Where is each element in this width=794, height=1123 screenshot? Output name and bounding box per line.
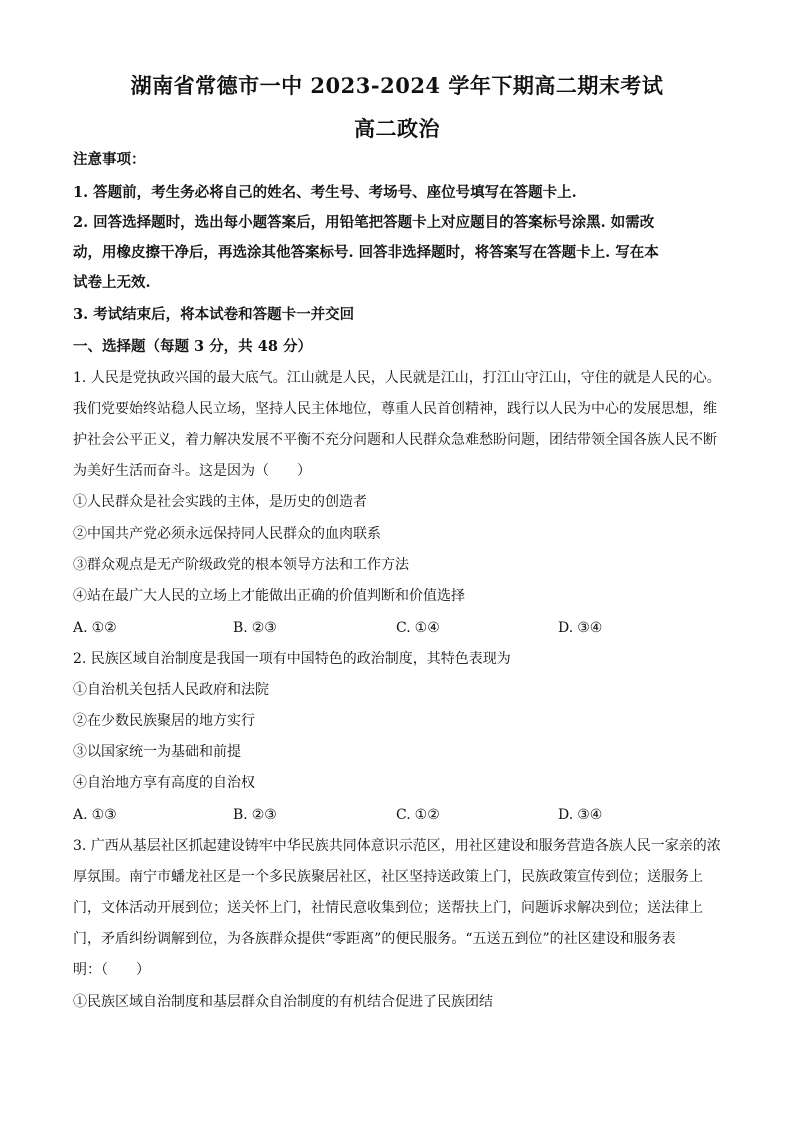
question-stem-line: 厚氛围。南宁市蟠龙社区是一个多民族聚居社区，社区坚持送政策上门，民族政策宣传到位；送服务上 xyxy=(73,869,703,885)
question-stem-line: 门，文体活动开展到位；送关怀上门，社情民意收集到位；送帮扶上门，问题诉求解决到位；送法律上 xyxy=(73,900,703,916)
notice-item: 2. 回答选择题时，选出每小题答案后，用铅笔把答题卡上对应题目的答案标号涂黑. 如需改 xyxy=(73,214,655,231)
option-label: C. xyxy=(396,807,411,823)
answer-option-a xyxy=(73,618,117,638)
question-stem-line: 为美好生活而奋斗。这是因为（ ） xyxy=(73,463,311,479)
question-stem-line: 我们党要始终站稳人民立场，坚持人民主体地位，尊重人民首创精神，践行以人民为中心的发展思想，维 xyxy=(73,401,717,417)
question-statement: ①自治机关包括人民政府和法院 xyxy=(73,682,269,698)
question-stem-line: 门，矛盾纠纷调解到位，为各族群众提供“零距离”的便民服务。“五送五到位”的社区建设和服务表 xyxy=(73,931,676,947)
answer-option-a xyxy=(73,805,117,825)
question-stem-line: 1. 人民是党执政兴国的最大底气。江山就是人民，人民就是江山，打江山守江山，守住的就是人民的心。 xyxy=(73,370,721,386)
question-statement: ①民族区域自治制度和基层群众自治制度的有机结合促进了民族团结 xyxy=(73,994,493,1010)
notice-item: 试卷上无效. xyxy=(73,274,151,291)
option-label: A. xyxy=(73,620,88,636)
option-label: B. xyxy=(233,807,248,823)
answer-option-c xyxy=(396,805,440,825)
notice-item: 1. 答题前，考生务必将自己的姓名、考生号、考场号、座位号填写在答题卡上. xyxy=(73,184,577,201)
option-label: C. xyxy=(396,620,411,636)
question-statement: ①人民群众是社会实践的主体，是历史的创造者 xyxy=(73,494,367,510)
question-stem-line: 3. 广西从基层社区抓起建设铸牢中华民族共同体意识示范区，用社区建设和服务营造各族人民一家亲的浓 xyxy=(73,838,721,854)
exam-subtitle: 高二政治 xyxy=(354,116,440,141)
question-statement: ③群众观点是无产阶级政党的根本领导方法和工作方法 xyxy=(73,557,409,573)
question-stem-line: 2. 民族区域自治制度是我国一项有中国特色的政治制度，其特色表现为 xyxy=(73,651,511,667)
option-text: ①② xyxy=(414,807,440,823)
notice-item: 动，用橡皮擦干净后，再选涂其他答案标号. 回答非选择题时，将答案写在答题卡上. 写在本 xyxy=(73,244,659,261)
exam-title: 湖南省常德市一中 2023-2024 学年下期高二期末考试 xyxy=(130,73,664,98)
option-label: D. xyxy=(558,807,574,823)
answer-option-c xyxy=(396,618,440,638)
option-text: ①② xyxy=(91,620,117,636)
section-heading: 一、选择题（每题 3 分，共 48 分） xyxy=(73,338,312,355)
option-text: ②③ xyxy=(251,620,277,636)
option-text: ①③ xyxy=(91,807,117,823)
question-stem-line: 明：（ ） xyxy=(73,962,150,978)
question-statement: ②在少数民族聚居的地方实行 xyxy=(73,713,255,729)
question-statement: ④站在最广大人民的立场上才能做出正确的价值判断和价值选择 xyxy=(73,588,465,604)
option-text: ②③ xyxy=(251,807,277,823)
question-statement: ②中国共产党必须永远保持同人民群众的血肉联系 xyxy=(73,526,381,542)
question-statement: ③以国家统一为基础和前提 xyxy=(73,744,241,760)
notice-item: 3. 考试结束后，将本试卷和答题卡一并交回 xyxy=(73,306,355,323)
option-text: ①④ xyxy=(414,620,440,636)
answer-option-b xyxy=(233,618,277,638)
question-stem-line: 护社会公平正义，着力解决发展不平衡不充分问题和人民群众急难愁盼问题，团结带领全国各族人民不断 xyxy=(73,432,717,448)
option-text: ③④ xyxy=(577,620,603,636)
answer-option-b xyxy=(233,805,277,825)
answer-option-d xyxy=(558,618,602,638)
question-statement: ④自治地方享有高度的自治权 xyxy=(73,775,255,791)
option-label: B. xyxy=(233,620,248,636)
option-text: ③④ xyxy=(577,807,603,823)
option-label: A. xyxy=(73,807,88,823)
option-label: D. xyxy=(558,620,574,636)
notice-heading: 注意事项： xyxy=(73,151,146,168)
answer-option-d xyxy=(558,805,602,825)
